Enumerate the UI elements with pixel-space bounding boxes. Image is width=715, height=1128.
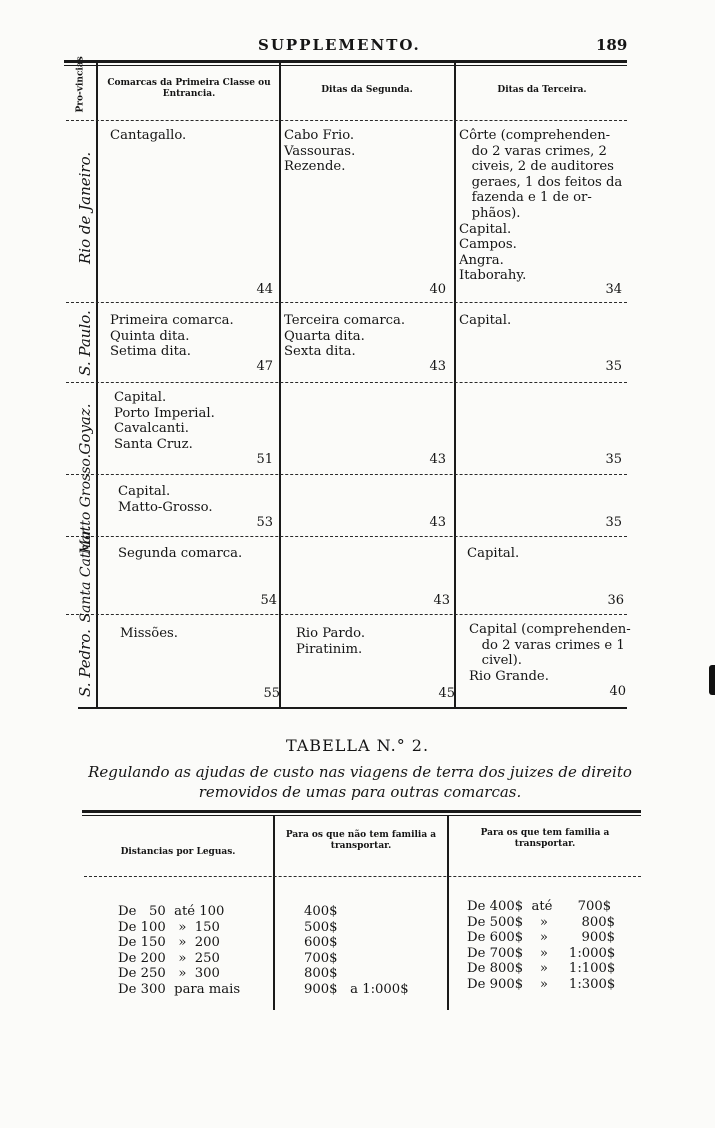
row-separator [66,474,627,475]
table1-bottom-rule [78,707,627,709]
table2-top-rule-thin [82,815,641,816]
province-label: S. Pedro. [76,629,94,697]
col-divider-3 [454,63,456,707]
province-label: Santa Cathar. [78,525,94,623]
primeira-cell: Missões. [120,626,178,641]
segunda-count: 43 [433,593,450,608]
col-header-terceira: Ditas da Terceira. [497,85,587,95]
primeira-count: 54 [260,593,277,608]
primeira-count: 55 [263,686,280,701]
terceira-count: 35 [605,515,622,530]
terceira-count: 35 [605,452,622,467]
t2-header-distancias: Distancias por Leguas. [120,847,236,857]
segunda-cell: Cabo Frio. Vassouras. Rezende. [284,128,356,175]
segunda-count: 45 [438,686,455,701]
primeira-count: 53 [256,515,273,530]
province-label: Matto Grosso. [78,453,94,555]
terceira-count: 34 [605,282,622,297]
primeira-count: 47 [256,359,273,374]
primeira-cell: Capital. Matto-Grosso. [118,484,213,515]
primeira-cell: Capital. Porto Imperial. Cavalcanti. Santa Cruz. [114,390,215,452]
terceira-count: 35 [605,359,622,374]
col-header-primeira: Comarcas da Primeira Classe ou Entrancia. [107,78,271,99]
row-separator [66,382,627,383]
table2-title: TABELLA N.° 2. [285,736,430,755]
province-label: S. Paulo. [76,310,94,376]
primeira-cell: Primeira comarca. Quinta dita. Setima dita. [110,313,234,360]
terceira-cell: Capital (comprehenden- do 2 varas crimes e 1 civel). Rio Grande. [469,622,631,684]
page-number: 189 [596,36,628,54]
table2-header-separator [84,876,641,877]
segunda-cell: Rio Pardo. Piratinim. [296,626,366,657]
t2-distancias-list: De 50 até 100 De 100 » 150 De 150 » 200 De 200 » 250 De 250 » 300 De 300 para mais [118,904,241,997]
col-divider-2 [279,63,281,707]
table2-subtitle: Regulando as ajudas de custo nas viagens de terra dos juizes de direito removidos de umas para outras comarcas. [88,763,632,801]
t2-col-divider-2 [447,816,449,1010]
segunda-count: 43 [429,359,446,374]
row-separator [66,536,627,537]
primeira-count: 51 [256,452,273,467]
segunda-count: 43 [429,452,446,467]
t2-header-sem-familia: Para os que não tem familia a transportar. [285,830,437,851]
terceira-cell: Capital. [459,313,512,328]
binding-mark [709,665,715,695]
segunda-count: 43 [429,515,446,530]
t2-header-com-familia: Para os que tem familia a transportar. [480,828,610,849]
t2-com-familia-list: De 400$ até 700$ De 500$ » 800$ De 600$ » 900$ De 700$ » 1:000$ De 800$ » 1:100$ De 900$ » 1:300$ [467,899,616,992]
terceira-count: 36 [607,593,624,608]
col-header-provincias: Pro-vincias [75,56,86,113]
primeira-cell: Cantagallo. [110,128,187,143]
province-label: Goyaz. [76,403,94,455]
table2-top-rule [82,810,641,813]
primeira-count: 44 [256,282,273,297]
t2-col-divider-1 [273,816,275,1010]
page-title: SUPPLEMENTO. [258,36,421,54]
row-separator [66,120,627,121]
segunda-count: 40 [429,282,446,297]
segunda-cell: Terceira comarca. Quarta dita. Sexta dita. [284,313,406,360]
row-separator [66,614,627,615]
row-separator [66,302,627,303]
terceira-cell: Capital. [467,546,520,561]
table1-top-rule [64,60,627,63]
terceira-count: 40 [609,684,626,699]
col-header-segunda: Ditas da Segunda. [321,85,413,95]
province-label: Rio de Janeiro. [76,151,94,264]
terceira-cell: Côrte (comprehenden- do 2 varas crimes, 2 civeis, 2 de auditores geraes, 1 dos feitos da fazenda e 1 de or- phãos). Capital. Campos. Angra. Itaborahy. [459,128,623,284]
col-divider-1 [96,63,98,707]
primeira-cell: Segunda comarca. [118,546,243,561]
t2-sem-familia-list: 400$ 500$ 600$ 700$ 800$ 900$ a 1:000$ [304,904,409,997]
table1-top-rule-thin [64,65,627,66]
